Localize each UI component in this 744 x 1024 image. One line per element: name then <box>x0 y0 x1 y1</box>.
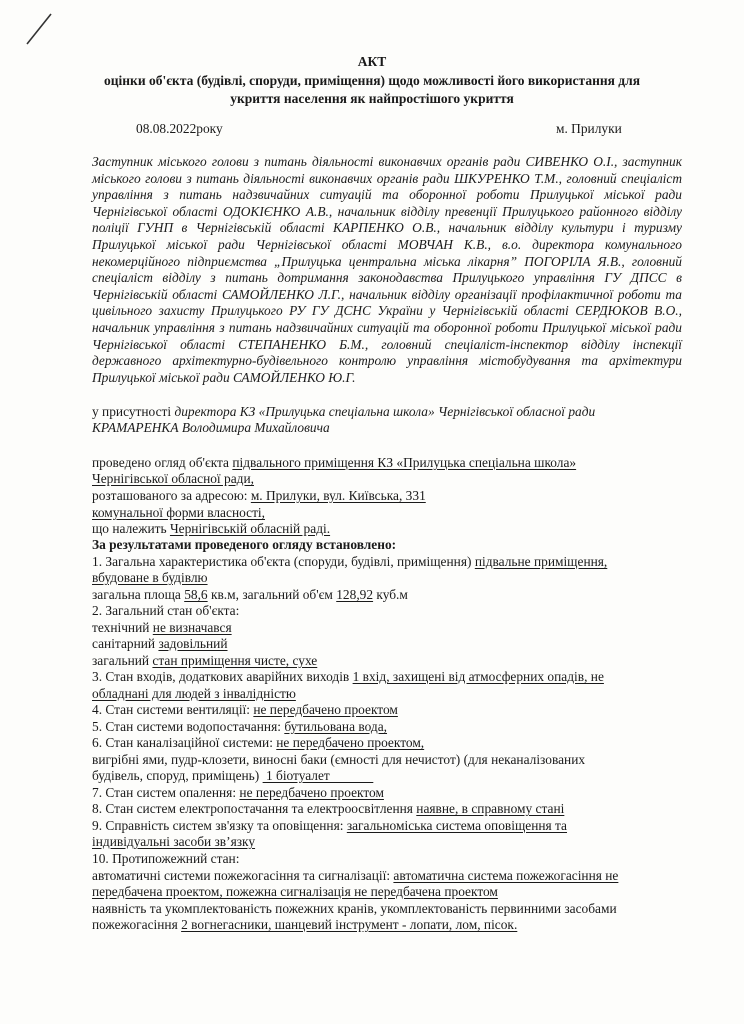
item9-line1 <box>92 818 567 834</box>
item10-hydrants-line2 <box>92 917 517 933</box>
presence-line2: КРАМАРЕНКА Володимира Михайловича <box>92 420 330 435</box>
object-prefix: проведено огляд об'єкта <box>92 455 233 470</box>
general-line <box>92 653 317 669</box>
item9-line2: індивідуальні засоби зв’язку <box>92 834 256 849</box>
document-place: м. Прилуки <box>556 121 622 136</box>
presence-director: директора КЗ «Прилуцька спеціальна школа» Чернігівської обласної ради <box>174 404 596 419</box>
address-value: м. Прилуки, вул. Київська, 331 <box>250 488 426 503</box>
item5-line <box>92 719 387 735</box>
item8-line <box>92 801 564 817</box>
item3-line1 <box>92 669 604 685</box>
commission-members: Заступник міського голови з питань діяльності виконавчих органів ради СИВЕНКО О.І., заступник міського голови з питань діяльності виконавчих органів ради ШКУРЕНКО Т.М., головний спеціаліст управління з питань надзвичайних ситуацій та оборонної роботи Прилуцької міської ради Чернігівської області ОДОКІЄНКО А.В., начальник відділу превенції Прилуцького районного відділу поліції ГУНП в Чернігівській області КАРПЕНКО О.В., начальник відділу культури і туризму Прилуцької міської ради Чернігівської області МОВЧАН К.В., в.о. директора комунального некомерційного підприємства „Прилуцька центральна міська лікарня” ПОГОРІЛА Я.В., головний спеціаліст відділу з питань дотримання законодавства Прилуцького управління ГУ ДПСС в Чернігівській області САМОЙЛЕНКО Л.Г., начальник відділу організації профілактичної роботи та цивільного захисту Прилуцького РУ ГУ ДСНС України у Чернігівській області СЕРДЮКОВ В.О., начальник управління з питань надзвичайних ситуацій та оборонної роботи Прилуцької міської ради Чернігівської області СТЕПАНЕНКО Б.М., головний спеціаліст-інспектор відділу інспекції державного архітектурно-будівельного контролю управління містобудування та архітектури Прилуцької міської ради САМОЙЛЕНКО Ю.Г. <box>92 154 682 385</box>
object-line2: Чернігівської обласної ради, <box>92 471 254 486</box>
pen-mark-icon <box>24 12 54 46</box>
address-prefix: розташованого за адресою: <box>92 488 251 503</box>
item3-value: 1 вхід, захищені від атмосферних опадів, не <box>352 669 604 684</box>
owner-prefix: що належить <box>92 521 170 536</box>
sanitary-line <box>92 636 228 652</box>
item10-hydrants-value: 2 вогнегасники, шанцевий інструмент - лопати, лом, пісок. <box>181 917 518 932</box>
item8-value: наявне, в справному стані <box>416 801 565 816</box>
item6-line3-value: 1 біотуалет <box>262 768 374 783</box>
volume-unit: куб.м <box>373 587 408 602</box>
document-subtitle-line2: укриття населення як найпростішого укриття <box>230 91 514 106</box>
item1-line1 <box>92 554 607 570</box>
item10-auto-line1 <box>92 868 618 884</box>
item2-heading: 2. Загальний стан об'єкта: <box>92 603 240 618</box>
document-date: 08.08.2022року <box>136 121 223 136</box>
item4-value: не передбачено проектом <box>253 702 398 717</box>
presence-prefix: у присутності <box>92 404 175 419</box>
owner-line <box>92 521 330 537</box>
document-title: АКТ <box>357 54 387 69</box>
item7-line <box>92 785 384 801</box>
item4-line <box>92 702 398 718</box>
item6-value: не передбачено проектом, <box>276 735 425 750</box>
item10-auto-prefix: автоматичні системи пожежогасіння та сигналізації: <box>92 868 394 883</box>
technical-prefix: технічний <box>92 620 153 635</box>
item6-line2: вигрібні ями, пудр-клозети, виносні баки (ємності для нечистот) (для неканалізованих <box>92 752 586 767</box>
item6-prefix: 6. Стан каналізаційної системи: <box>92 735 277 750</box>
item7-prefix: 7. Стан систем опалення: <box>92 785 240 800</box>
item1-line2: вбудоване в будівлю <box>92 570 208 585</box>
item10-hydrants-line1: наявність та укомплектованість пожежних кранів, укомплектованість первинними засобами <box>92 901 617 916</box>
item9-prefix: 9. Справність систем зв'язку та оповіщення: <box>92 818 347 833</box>
item3-line2: обладнані для людей з інвалідністю <box>92 686 296 701</box>
item3-prefix: 3. Стан входів, додаткових аварійних виходів <box>92 669 353 684</box>
general-prefix: загальний <box>92 653 153 668</box>
address-line <box>92 488 426 504</box>
area-line <box>92 587 408 603</box>
item5-prefix: 5. Стан системи водопостачання: <box>92 719 285 734</box>
sanitary-prefix: санітарний <box>92 636 159 651</box>
area-unit: кв.м, загальний об'єм <box>207 587 337 602</box>
technical-line <box>92 620 232 636</box>
owner-value: Чернігівській обласній раді. <box>169 521 331 536</box>
general-value: стан приміщення чисте, сухе <box>152 653 318 668</box>
object-value: підвального приміщення КЗ «Прилуцька спеціальна школа» <box>232 455 577 470</box>
item6-line3 <box>92 768 373 784</box>
technical-value: не визначався <box>152 620 232 635</box>
item10-heading: 10. Протипожежний стан: <box>92 851 240 866</box>
ownership-line: комунальної форми власності, <box>92 505 266 520</box>
presence-line1 <box>92 404 595 420</box>
item1-prefix: 1. Загальна характеристика об'єкта (споруди, будівлі, приміщення) <box>92 554 475 569</box>
document-subtitle-line1: оцінки об'єкта (будівлі, споруди, приміщення) щодо можливості його використання для <box>103 73 641 88</box>
item5-value: бутильована вода, <box>284 719 388 734</box>
item1-value: підвальне приміщення, <box>474 554 608 569</box>
area-value: 58,6 <box>184 587 208 602</box>
item7-value: не передбачено проектом <box>239 785 384 800</box>
item8-prefix: 8. Стан систем електропостачання та електроосвітлення <box>92 801 417 816</box>
item6-line3-prefix: будівель, споруд, приміщень) <box>92 768 263 783</box>
object-line1 <box>92 455 576 471</box>
sanitary-value: задовільний <box>158 636 228 651</box>
item10-auto-line2: передбачена проектом, пожежна сигналізація не передбачена проектом <box>92 884 498 899</box>
item6-line1 <box>92 735 424 751</box>
area-prefix: загальна площа <box>92 587 185 602</box>
volume-value: 128,92 <box>336 587 374 602</box>
item9-value: загальноміська система оповіщення та <box>346 818 568 833</box>
item10-hydrants-prefix: пожежогасіння <box>92 917 182 932</box>
results-heading: За результатами проведеного огляду встановлено: <box>92 537 397 552</box>
item4-prefix: 4. Стан системи вентиляції: <box>92 702 254 717</box>
item10-auto-value: автоматична система пожежогасіння не <box>393 868 619 883</box>
